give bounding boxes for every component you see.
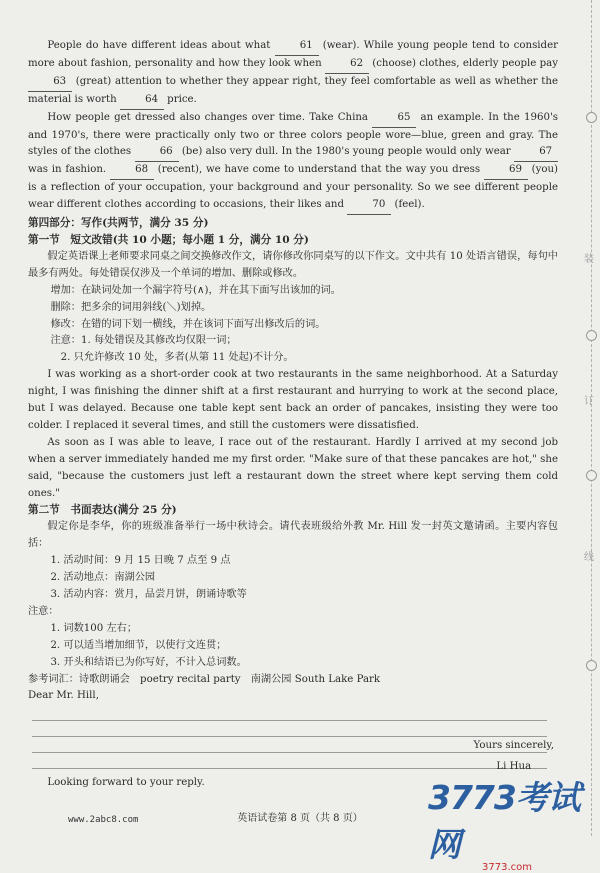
writing-task-place: 2. 活动地点：南湖公园 [50,572,156,584]
passage-paragraph-2: How people get dressed also changes over time. Take China 65 an example. In the 1960's and 1970's, there were practically only two or three colors people wore—blue, green and gray. The styles of the clothes 66 (be) also very dull. In the 1980's young people would only wear 67 was in fashion. 68 (recent), we have come to understand that the way you dress 69 (you) is a reflection of your occupation, your background and your personality. So we see different people wear different clothes according to occasions, their likes and 70 (feel). [28,110,558,215]
binding-hole-icon [586,330,597,341]
writing-task-prompt: 假定你是李华，你的班级准备举行一场中秋诗会。请代表班级给外教 Mr. Hill 发一封英文邀请函。主要内容包括： [28,521,558,550]
answer-line [32,753,547,769]
instruction-note-1: 注意：1. 每处错误及其修改均仅限一词； [50,335,237,347]
passage-paragraph-1: People do have different ideas about what 61 (wear). While young people tend to consider more about fashion, personality and how they look when 62 (choose) clothes, elderly people pay 63 (great) attention to whether they appear right, they feel comfortable as well as whether the material is worth 64 price. [28,38,558,110]
section1-title: 第一节 短文改错(共 10 小题；每小题 1 分，满分 10 分) [28,233,309,246]
binding-label: 订 [584,396,594,407]
blank-64: 64 [120,92,164,110]
blank-66: 66 [135,144,179,162]
writing-note-2: 2. 可以适当增加细节，以使行文连贯； [50,639,227,651]
answer-line [32,737,547,753]
answer-line [32,721,547,737]
writing-task-time: 1. 活动时间：9 月 15 日晚 7 点至 9 点 [50,555,231,567]
blank-69: 69 [484,162,528,180]
section2-title: 第二节 书面表达(满分 25 分) [28,504,177,517]
binding-dashed-line [591,0,592,836]
binding-margin [584,0,600,836]
section1-instruction: 假定英语课上老师要求同桌之间交换修改作文，请你修改你同桌写的以下作文。文中共有 10 处语言错误，每句中最多有两处。每处错误仅涉及一个单词的增加、删除或修改。 [28,250,558,279]
writing-note-3: 3. 开头和结语已为你写好，不计入总词数。 [50,656,247,668]
letter-closing-line: Looking forward to your reply. [47,777,205,789]
letter-salutation: Dear Mr. Hill, [28,690,99,702]
letter-signature: Li Hua [496,761,532,772]
site-logo-text: 3773考试网 [428,778,580,864]
answer-line [32,705,547,721]
binding-label: 装 [584,254,594,265]
binding-hole-icon [586,112,597,123]
blank-70: 70 [347,197,391,215]
error-passage-paragraph-1: I was working as a short-order cook at two restaurants in the same neighborhood. At a Saturday night, I was finishing the dinner shift at a first restaurant and hurrying to work at the second place, but I was delayed. Because one table kept sent back an order of pancakes, insisting they were too colder. I replaced it several times, and still the customers were dissatisfied. [28,369,558,431]
letter-signoff: Yours sincerely, [473,740,554,751]
writing-note-1: 1. 词数100 左右； [50,622,138,634]
blank-65: 65 [372,110,416,128]
blank-68: 68 [110,162,154,180]
part4-title: 第四部分：写作(共两节，满分 35 分) [28,217,209,230]
blank-67: 67 [514,144,558,162]
blank-62: 62 [325,56,369,74]
page-footer: 英语试卷第 8 页（共 8 页） [237,813,363,824]
writing-note-label: 注意： [28,605,59,617]
writing-task-activities: 3. 活动内容：赏月，品尝月饼，朗诵诗歌等 [50,589,247,600]
site-logo-url: 3773.com [482,862,532,873]
site-logo [428,772,586,873]
watermark-site-url: www.2abc8.com [68,815,139,825]
page-content [28,38,558,792]
instruction-delete: 删除：把多余的词用斜线(＼)划掉。 [50,301,212,313]
error-passage-paragraph-2: As soon as I was able to leave, I race out of the restaurant. Hardly I arrived at my second job when a server immediately handed me my first order. "Make sure of that these pancakes are hot," she said, "because the customers just left a restaurant down the street where kept serving them cold ones." [28,436,558,499]
binding-label: 线 [584,552,594,563]
binding-hole-icon [586,660,597,671]
blank-63: 63 [28,74,72,92]
reference-vocabulary: 参考词汇：诗歌朗诵会 poetry recital party 南湖公园 South Lake Park [28,673,381,685]
binding-hole-icon [586,470,597,481]
instruction-add: 增加：在缺词处加一个漏字符号(∧)，并在其下面写出该加的词。 [50,284,341,296]
blank-61: 61 [275,38,319,56]
instruction-note-2: 2. 只允许修改 10 处，多者(从第 11 处起)不计分。 [60,352,294,364]
instruction-modify: 修改：在错的词下划一横线，并在该词下面写出修改后的词。 [50,318,326,330]
letter-signoff-block [474,735,554,777]
